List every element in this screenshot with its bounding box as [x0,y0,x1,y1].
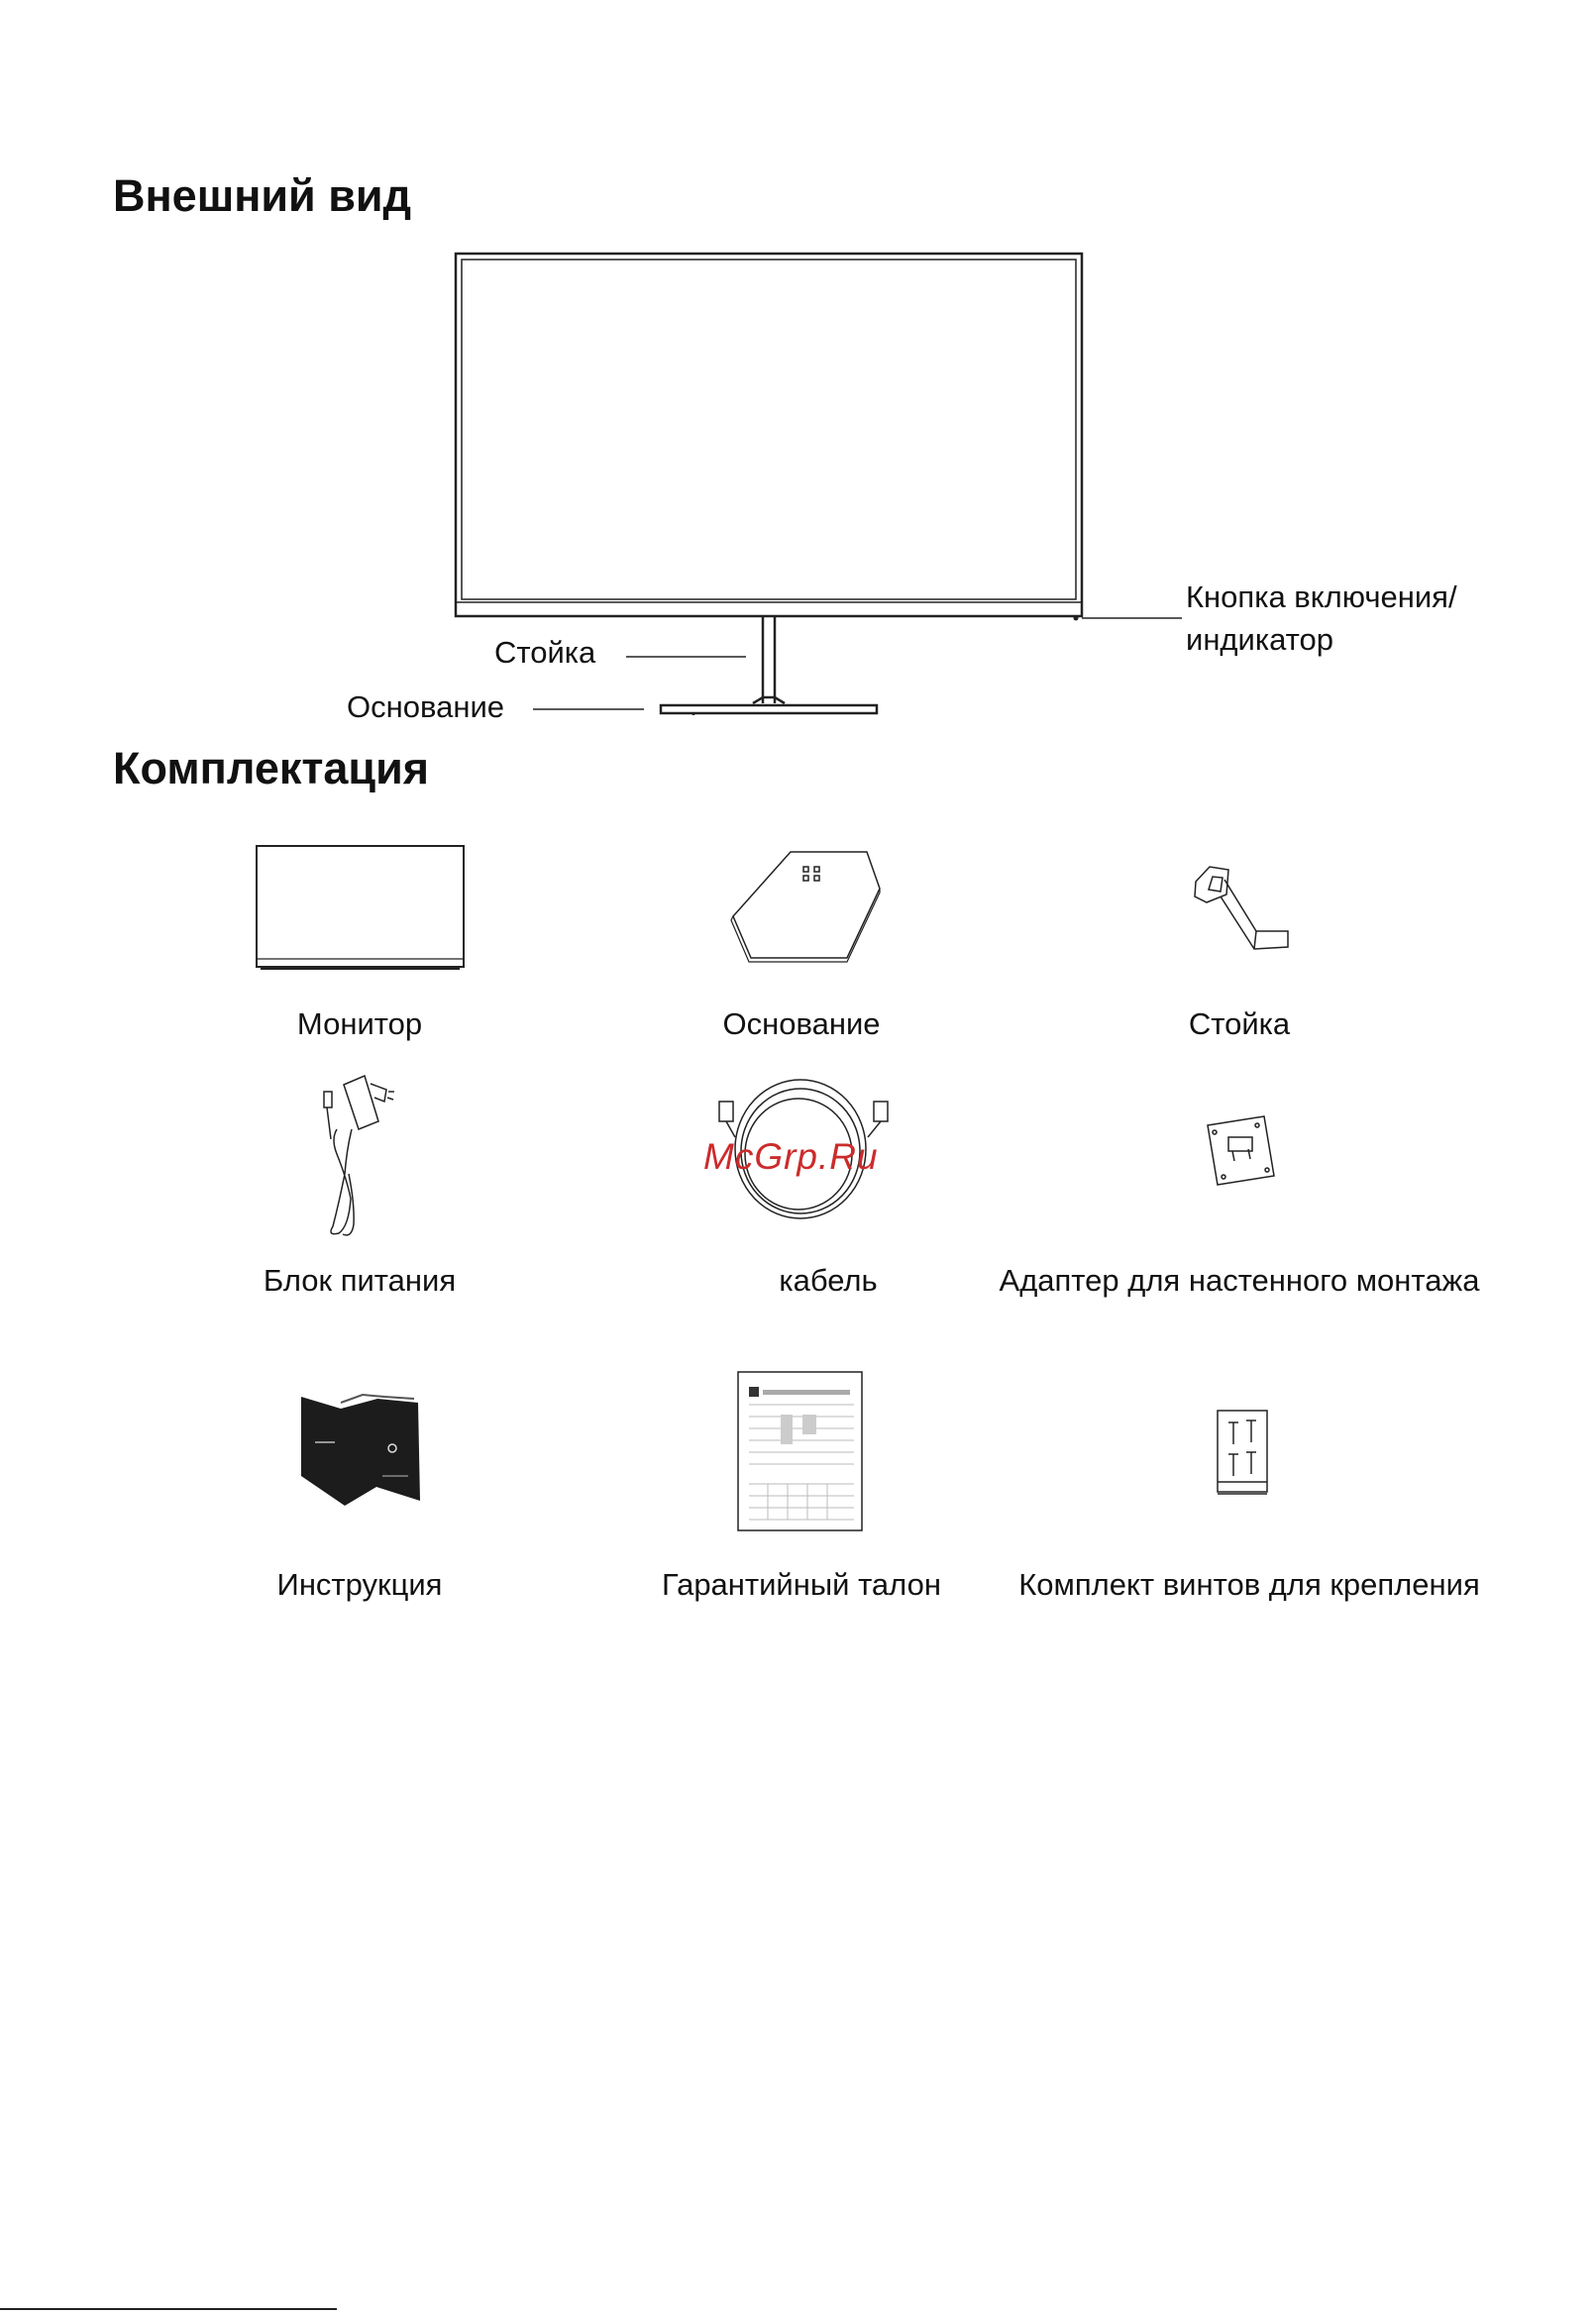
caption-cable: кабель [779,1263,878,1298]
power-indicator-label: индикатор [1186,622,1333,657]
caption-power-adapter: Блок питания [263,1263,457,1298]
screws-icon [1218,1411,1267,1494]
section-title-package: Комплектация [113,743,430,793]
caption-screws: Комплект винтов для крепления [1018,1567,1480,1602]
base-label: Основание [347,689,505,724]
base-icon [731,852,880,962]
caption-manual: Инструкция [276,1567,443,1602]
caption-stand: Стойка [1188,1006,1291,1041]
footer-rule [0,2308,337,2310]
caption-base: Основание [722,1006,881,1041]
watermark: McGrp.Ru [703,1136,879,1177]
power-adapter-icon [324,1076,394,1235]
caption-warranty-card: Гарантийный талон [662,1567,941,1602]
warranty-card-icon [738,1372,862,1530]
section-title-appearance: Внешний вид [113,170,412,221]
stand-label: Стойка [494,635,596,670]
caption-wall-mount-adapter: Адаптер для настенного монтажа [999,1263,1480,1298]
stand-icon [1195,867,1288,949]
monitor-icon [257,846,464,969]
power-button-label: Кнопка включения/ [1186,579,1457,614]
caption-monitor: Монитор [296,1006,423,1041]
manual-icon [301,1395,420,1506]
wall-mount-adapter-icon [1208,1116,1274,1185]
